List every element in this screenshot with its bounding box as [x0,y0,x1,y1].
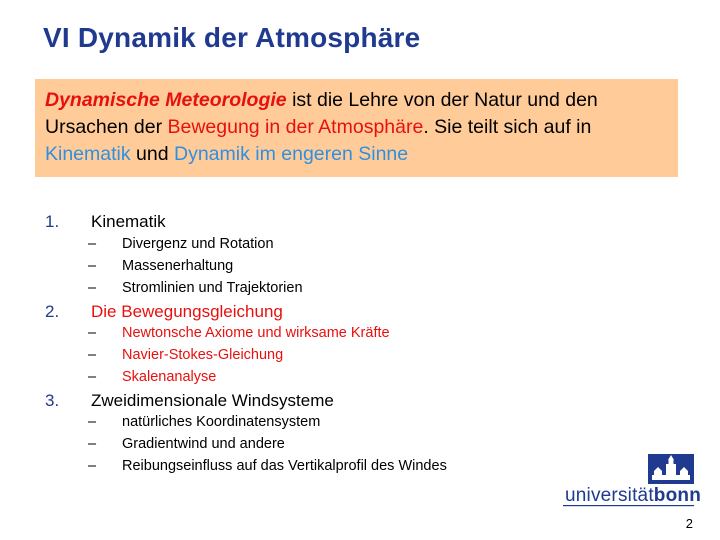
outline-number: 3. [45,391,60,410]
dash-bullet: – [88,369,97,385]
topic-outline: 1. Kinematik – Divergenz und Rotation – Massenerhaltung – Stromlinien und Trajektorien 2. Die Bewegungsgleichung – Newtonsche Axiome und wirksame Kräfte – Navier-Stokes-Gleichung – Skalenanalyse 3. Zweidimensionale Windsysteme – natürliches Koordinatensystem – Gradientwind und andere – Reibungseinfluss auf das Vertikalprofil des Windes [45,212,447,474]
callout-text-2: . Sie teilt sich auf in [423,116,592,138]
outline-label: Zweidimensionale Windsysteme [91,391,334,410]
outline-number: 1. [45,212,60,231]
page-number: 2 [685,516,693,531]
university-logo-wordmark: universitätbonn [565,485,702,506]
callout-highlight-dynamics: Dynamik im engeren Sinne [174,143,409,165]
slide-title: VI Dynamik der Atmosphäre [43,22,421,53]
dash-bullet: – [88,436,97,452]
callout-text-3: und [130,143,174,165]
dash-bullet: – [88,414,97,430]
dash-bullet: – [88,458,97,474]
dash-bullet: – [88,347,97,363]
outline-label: Kinematik [91,212,166,231]
callout-highlight-motion: Bewegung in der Atmosphäre [167,116,424,138]
dash-bullet: – [88,258,97,274]
outline-number: 2. [45,302,60,321]
outline-label: Die Bewegungsgleichung [91,302,283,321]
callout-highlight-kinematics: Kinematik [45,143,131,165]
callout-text-1: ist die Lehre von der Natur und den Ursachen der [45,89,598,138]
dash-bullet: – [88,236,97,252]
dash-bullet: – [88,325,97,341]
callout-term: Dynamische Meteorologie [45,89,287,111]
dash-bullet: – [88,280,97,296]
